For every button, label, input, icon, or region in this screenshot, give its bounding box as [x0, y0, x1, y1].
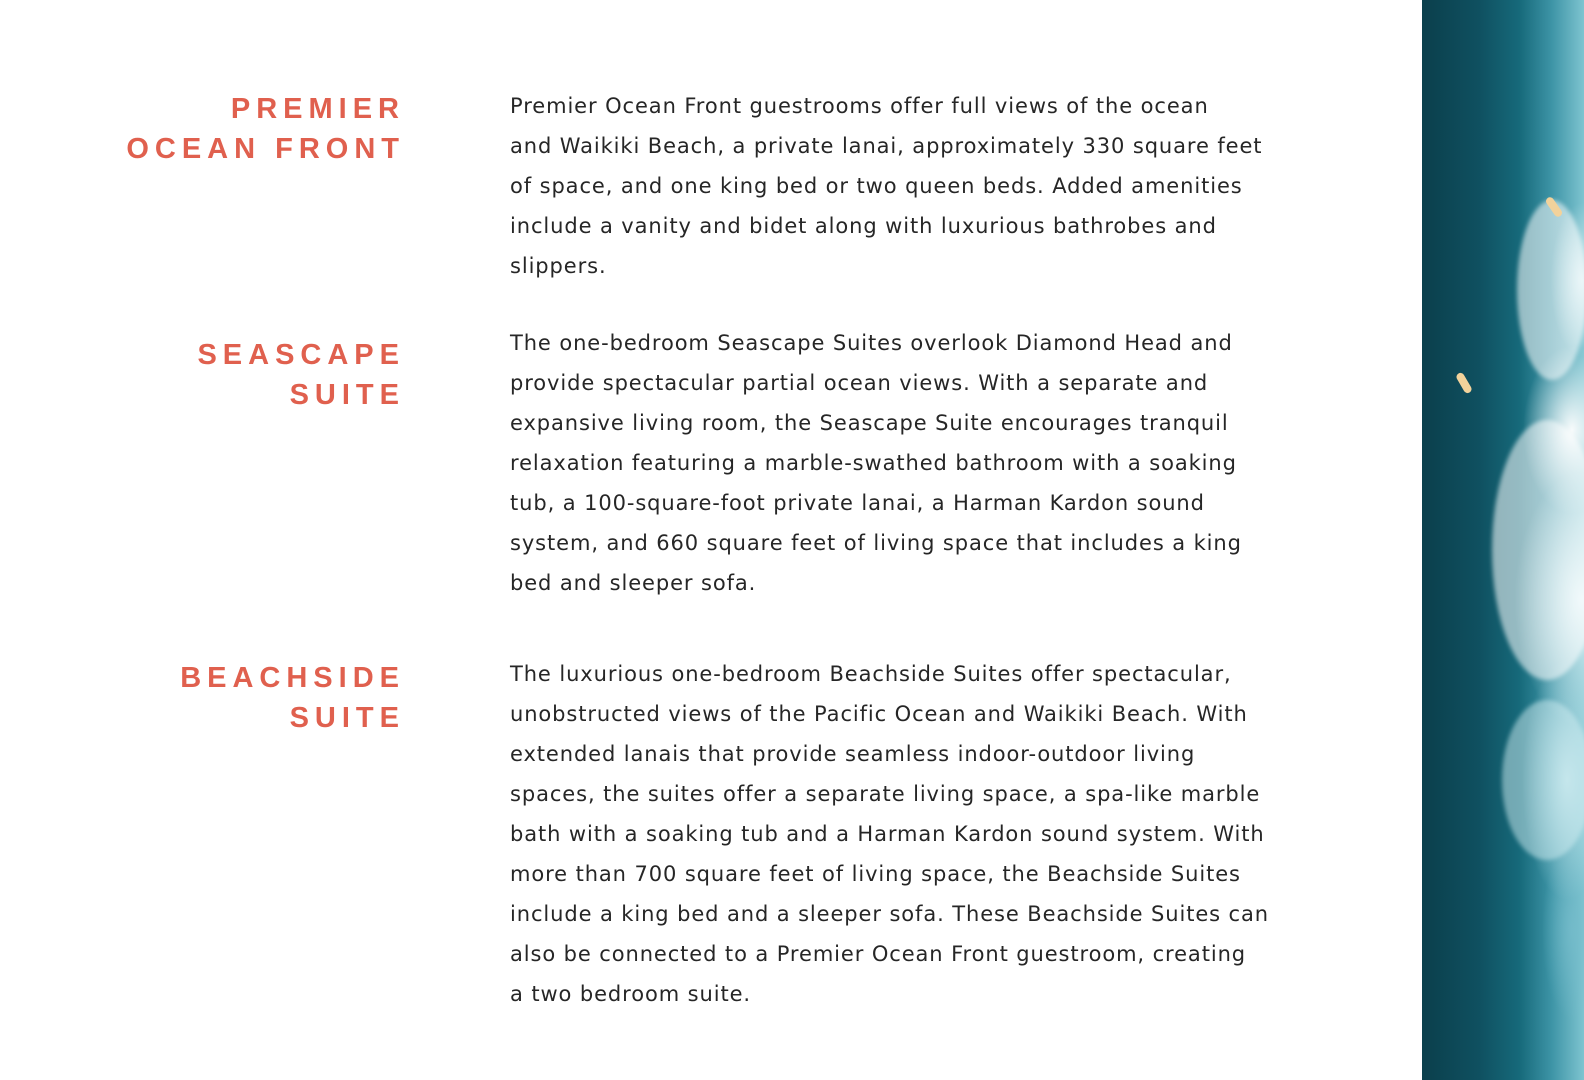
description-line: of space, and one king bed or two queen beds. Added amenities — [510, 174, 1243, 198]
description-line: extended lanais that provide seamless indoor-outdoor living — [510, 742, 1196, 766]
description-line: a two bedroom suite. — [510, 982, 751, 1006]
room-description — [510, 654, 1290, 1014]
description-line: Premier Ocean Front guestrooms offer full views of the ocean — [510, 94, 1209, 118]
description-line: tub, a 100-square-foot private lanai, a Harman Kardon sound — [510, 491, 1205, 515]
room-heading-line: OCEAN FRONT — [126, 133, 405, 165]
description-line: bed and sleeper sofa. — [510, 571, 757, 595]
description-line: unobstructed views of the Pacific Ocean and Waikiki Beach. With — [510, 702, 1248, 726]
description-line: more than 700 square feet of living space, the Beachside Suites — [510, 862, 1241, 886]
room-description — [510, 323, 1290, 603]
surfboard — [1455, 371, 1473, 394]
description-line: provide spectacular partial ocean views. With a separate and — [510, 371, 1209, 395]
room-heading-line: BEACHSIDE — [180, 662, 405, 694]
room-description — [510, 86, 1290, 286]
description-line: The luxurious one-bedroom Beachside Suites offer spectacular, — [510, 662, 1232, 686]
description-line: include a king bed and a sleeper sofa. These Beachside Suites can — [510, 902, 1269, 926]
room-heading — [60, 335, 405, 415]
aerial-ocean-surf-photo — [1422, 0, 1584, 1080]
room-heading-line: SUITE — [289, 379, 405, 411]
room-heading-line: PREMIER — [230, 93, 405, 125]
surf-foam — [1502, 700, 1584, 860]
description-line: The one-bedroom Seascape Suites overlook Diamond Head and — [510, 331, 1233, 355]
description-line: system, and 660 square feet of living space that includes a king — [510, 531, 1242, 555]
description-line: and Waikiki Beach, a private lanai, approximately 330 square feet — [510, 134, 1263, 158]
description-line: expansive living room, the Seascape Suite encourages tranquil — [510, 411, 1229, 435]
description-line: bath with a soaking tub and a Harman Kardon sound system. With — [510, 822, 1265, 846]
surf-foam — [1517, 200, 1584, 380]
room-heading — [60, 658, 405, 738]
room-heading — [60, 89, 405, 169]
room-heading-line: SUITE — [289, 702, 405, 734]
description-line: relaxation featuring a marble-swathed bathroom with a soaking — [510, 451, 1237, 475]
description-line: spaces, the suites offer a separate living space, a spa-like marble — [510, 782, 1261, 806]
surf-foam — [1492, 420, 1584, 680]
description-line: slippers. — [510, 254, 607, 278]
room-heading-line: SEASCAPE — [197, 339, 405, 371]
description-line: also be connected to a Premier Ocean Front guestroom, creating — [510, 942, 1247, 966]
description-line: include a vanity and bidet along with luxurious bathrobes and — [510, 214, 1217, 238]
